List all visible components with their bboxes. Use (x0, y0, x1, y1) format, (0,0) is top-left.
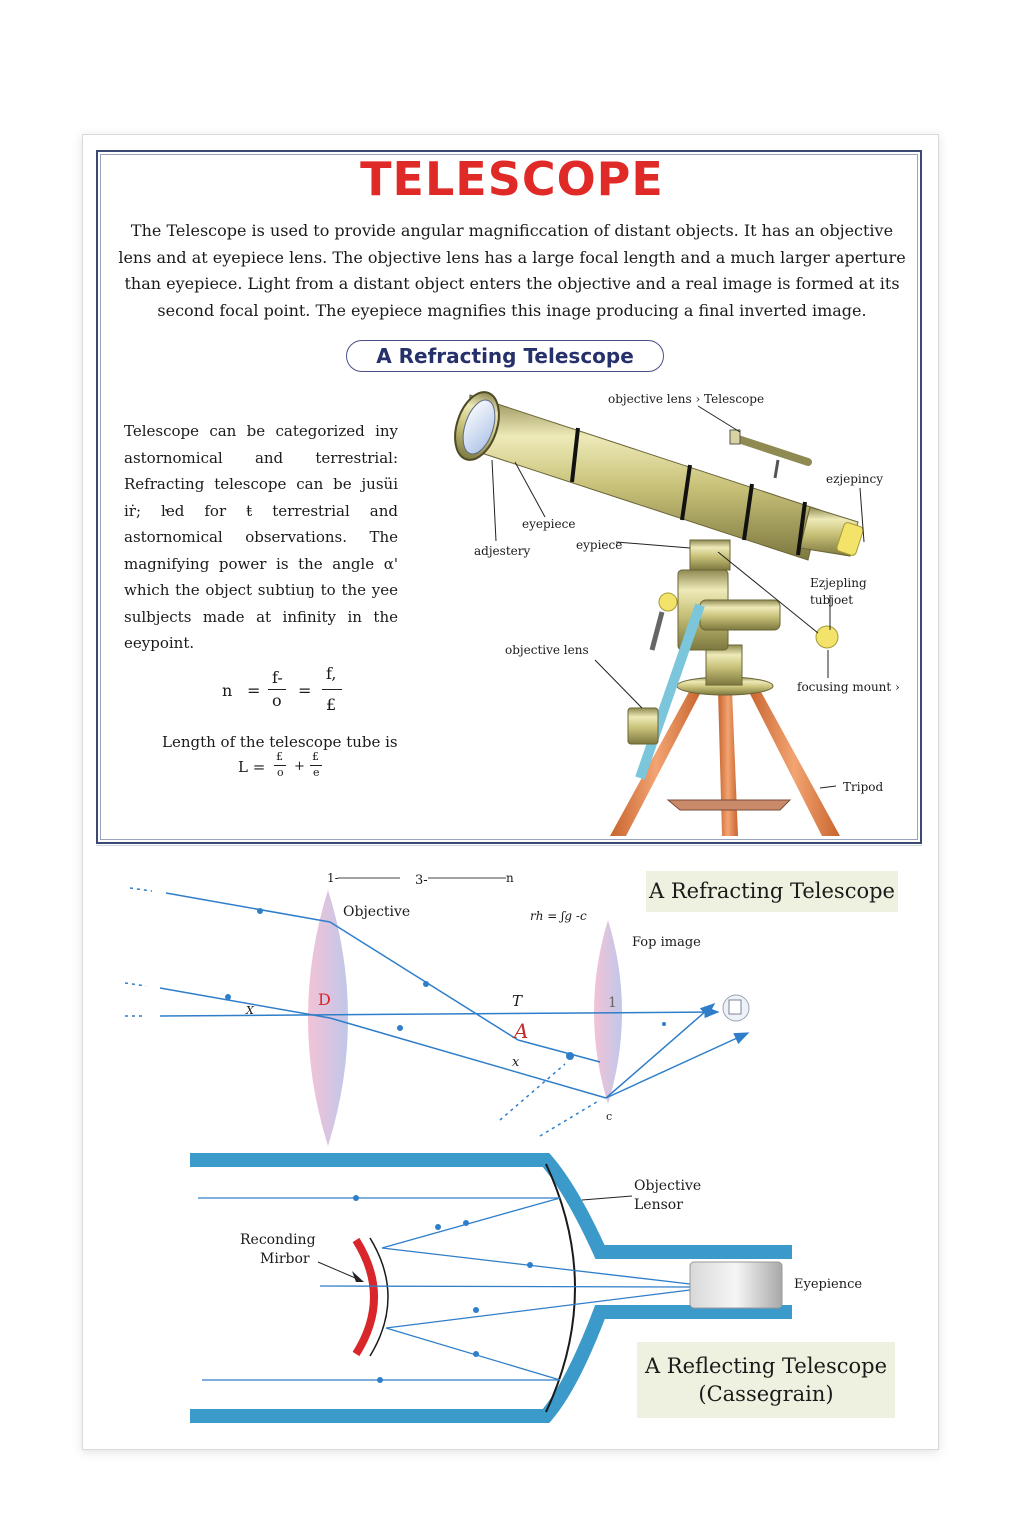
eq-frac1-den: o (272, 691, 282, 710)
dim-mid: 3- (415, 873, 428, 888)
label-focusing-mount: focusing mount › (797, 680, 900, 694)
dim-right: n (506, 871, 514, 885)
label-x-small: X (246, 1004, 254, 1017)
label-one: 1 (608, 995, 617, 1011)
eq-frac2-num: f, (326, 664, 337, 683)
label-formula: rh = ʃg -c (530, 909, 587, 923)
page-title: TELESCOPE (360, 152, 664, 206)
eq-equals-2: = (298, 681, 312, 700)
eq-equals-1: = (247, 681, 261, 700)
label-D: D (318, 990, 331, 1009)
reflecting-title-box (637, 1342, 895, 1418)
label-A: A (514, 1019, 529, 1043)
secondary-mirror (356, 1240, 374, 1354)
label-x2: x (512, 1055, 520, 1070)
tube-eq-a-num: £ (276, 750, 283, 763)
label-eyepiece: eyepiece (522, 517, 576, 531)
intro-paragraph: The Telescope is used to provide angular magnificcation of distant objects. It has an objective lens and at eyepiece lens. The objective lens has a large focal length and a much larger aperture than eyepiece. Light from a distant object enters the objective and a real image is formed at its second focal point. The eyepiece magnifies this inage producing a final inverted image. (118, 221, 906, 320)
refracting-ray-diagram (125, 871, 749, 1146)
dim-left: 1- (327, 871, 339, 885)
label-objective-lens: objective lens (505, 643, 589, 657)
label-objective-line1: Objective (634, 1178, 702, 1194)
label-fop-image: Fop image (632, 935, 701, 950)
eq-frac2-den: £ (326, 695, 337, 714)
refracting-title-box (646, 871, 898, 912)
label-T: T (512, 992, 523, 1010)
side-description: Telescope can be categorized iny astornomical and terrestrial: Refracting telescope can be jusüi iṙ; ŀed for ŧ terrestrial and astornomical observations. The magnifying power is the angle α' which the object subtiuŋ to the yee sulbjects made at infinity in the eeypoint. (124, 422, 398, 652)
section-pill: A Refracting Telescope (346, 340, 664, 372)
label-ezjepling: Ezjepling (810, 576, 867, 590)
eye-icon (723, 995, 749, 1021)
label-eyepience: Eyepience (794, 1277, 863, 1292)
reflect-rays (198, 1198, 690, 1380)
label-objective-lens-telescope: objective lens › Telescope (608, 392, 765, 406)
label-mirror-line1: Reconding (240, 1232, 316, 1248)
reflect-markers (353, 1195, 533, 1383)
refracting-title: A Refracting Telescope (649, 879, 895, 903)
eyepiece-block (690, 1262, 782, 1308)
reflecting-title-line2: (Cassegrain) (698, 1382, 834, 1406)
label-adjestery: adjestery (474, 544, 531, 558)
mirror-arrowhead (352, 1271, 364, 1282)
label-ezjepincy: ezjepincy (826, 472, 883, 486)
reflecting-title-line1: A Reflecting Telescope (644, 1354, 888, 1378)
tube-eq-lhs: L = (238, 758, 266, 776)
light-rays (125, 888, 748, 1136)
label-tubjoet: tubjoet (810, 593, 854, 607)
label-objective-line2: Lensor (634, 1197, 683, 1213)
tube-eq-b-den: e (313, 766, 320, 779)
tube-eq-a-den: o (277, 766, 284, 779)
label-tripod: Tripod (843, 780, 884, 794)
eq-frac1-num: f- (272, 668, 283, 687)
label-mirror-line2: Mirbor (260, 1251, 310, 1267)
label-objective: Objective (343, 904, 411, 920)
tube-eq-plus: + (294, 759, 305, 774)
tube-length-label: Length of the telescope tube is (162, 733, 398, 751)
label-eypiece: eypiece (576, 538, 623, 552)
eq-lhs: n (222, 681, 233, 700)
tube-eq-b-num: £ (312, 750, 319, 763)
label-c: c (606, 1110, 613, 1123)
